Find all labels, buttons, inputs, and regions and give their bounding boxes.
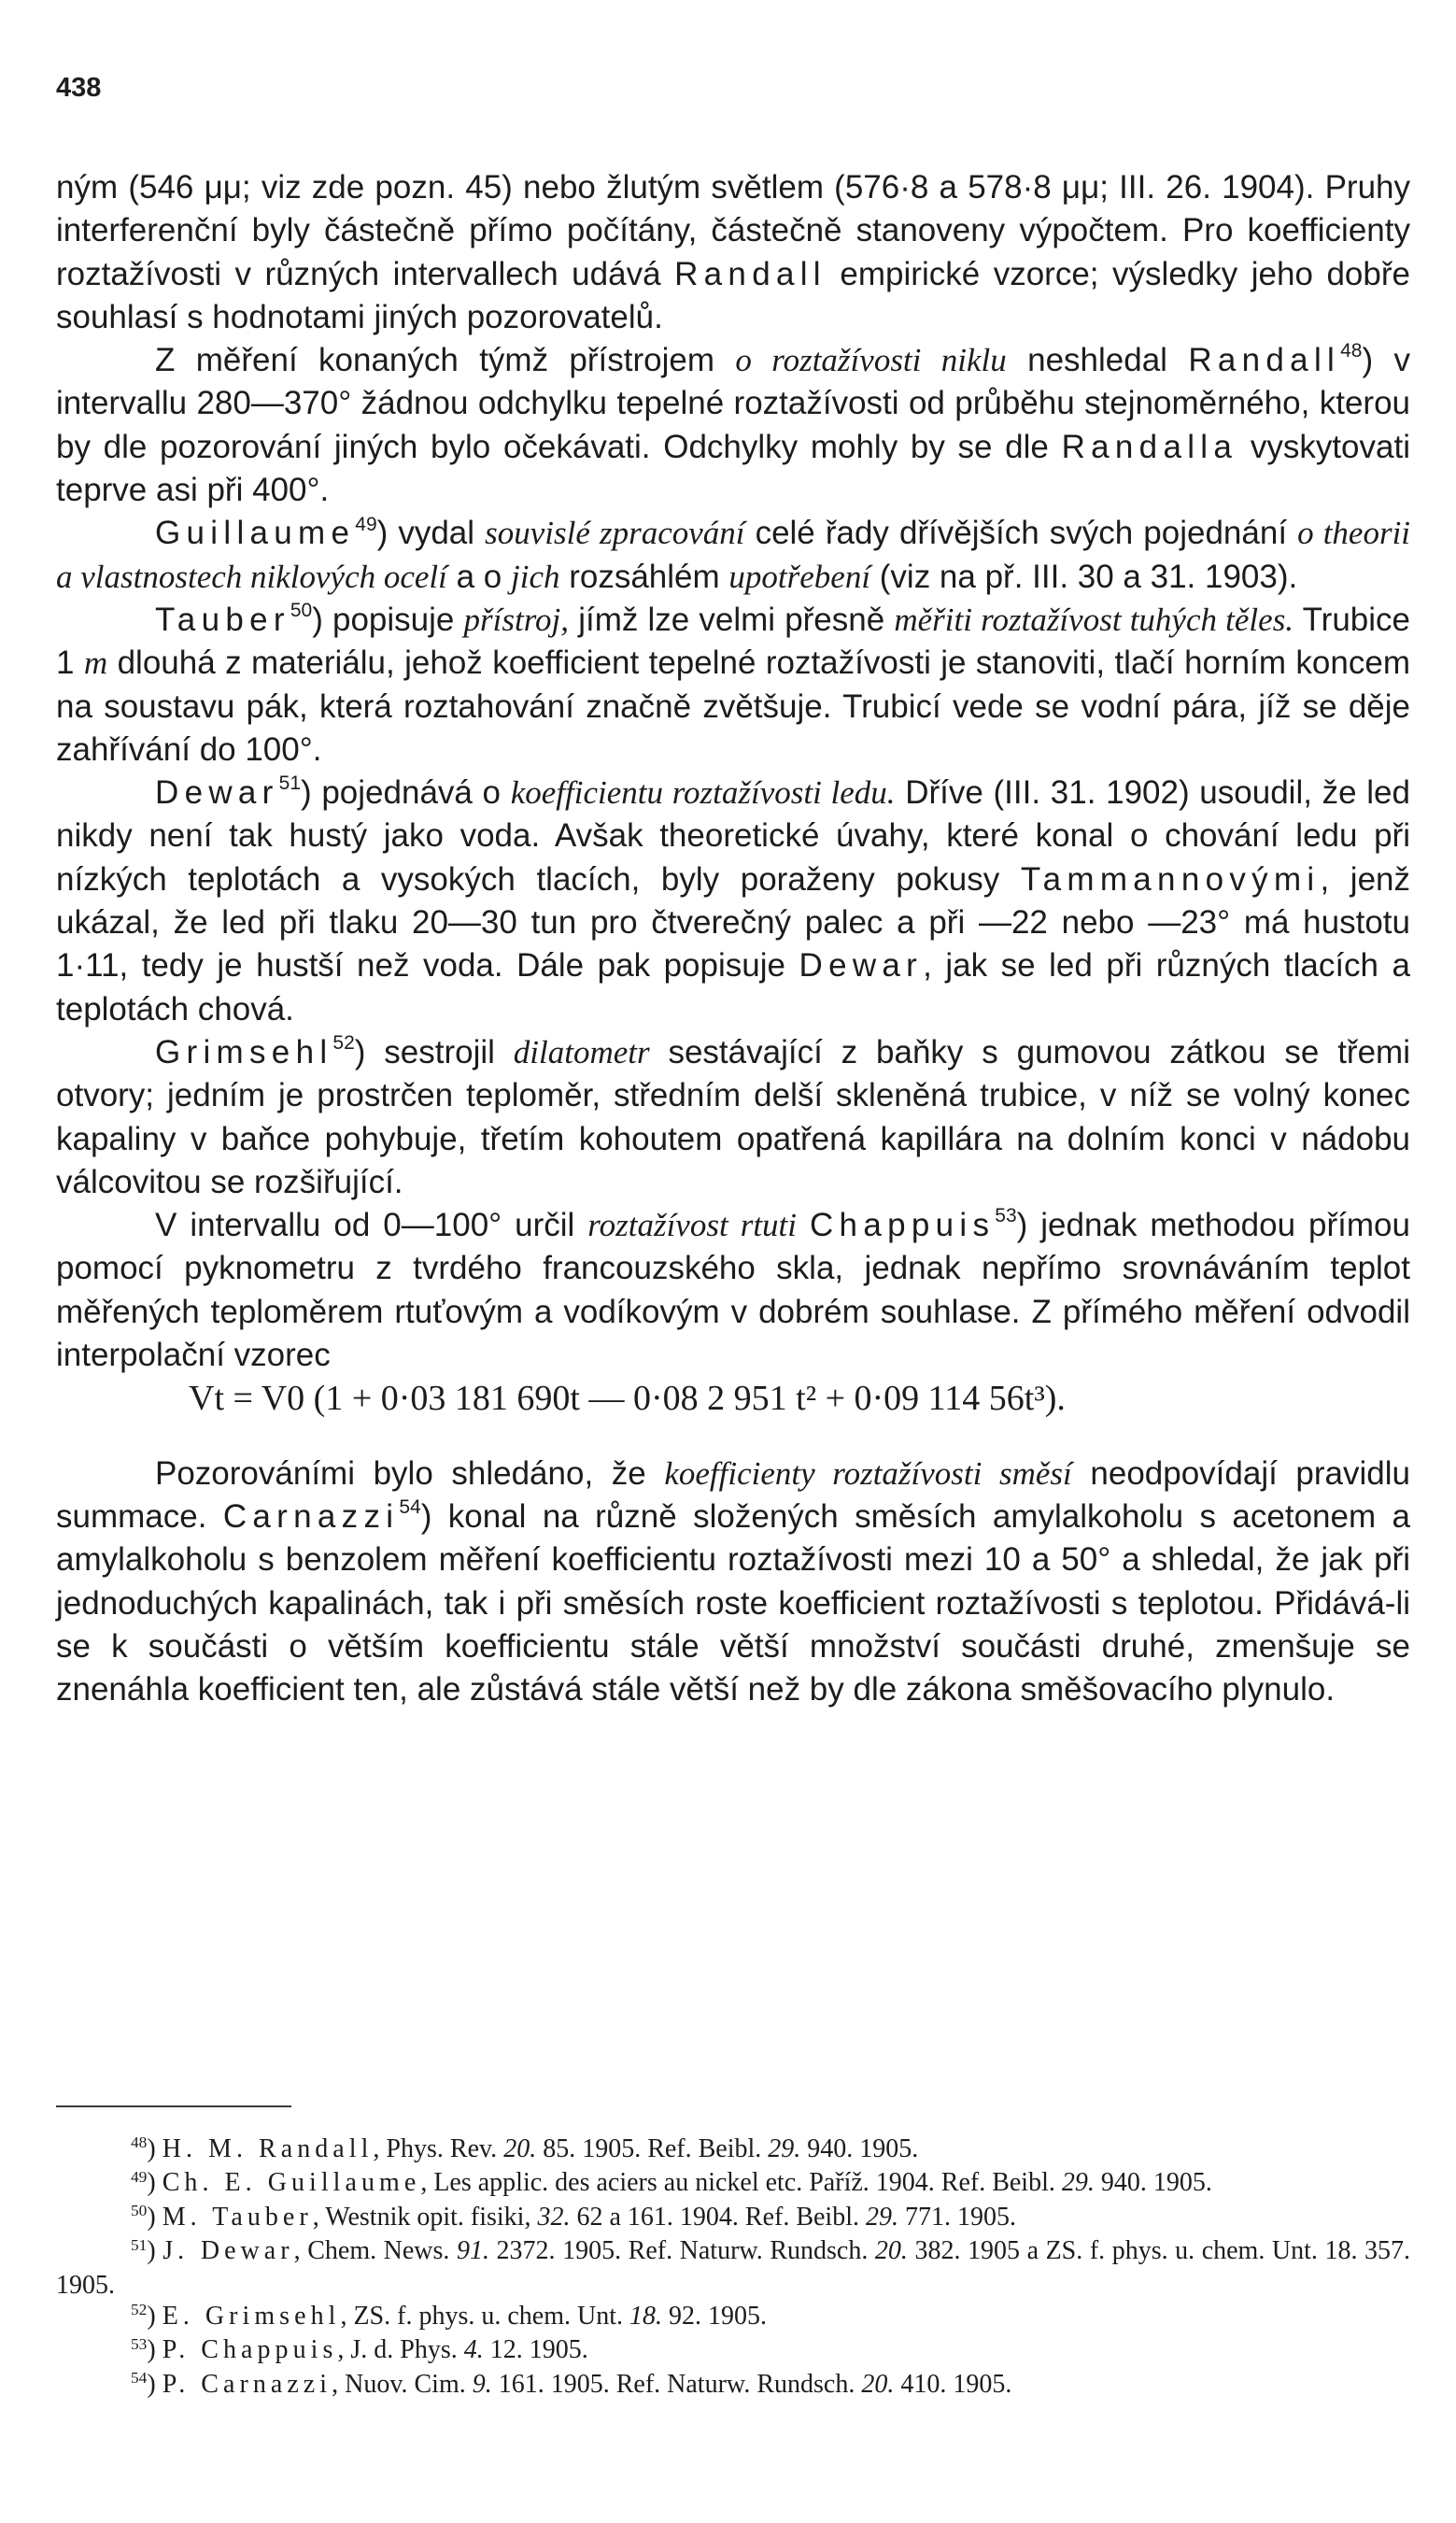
author-name: Grimsehl (155, 1033, 333, 1070)
page-number: 438 (56, 73, 102, 103)
author-name: Randall (1188, 342, 1341, 379)
paragraph-tauber: Tauber$^{50}$) popisuje přístroj, jímž lze velmi přesně měřiti roztažívost tuhých těles. Trubice 1 m dlouhá z materiálu, jehož koefficient tepelné roztažívosti je stanoviti, tlačí horním koncem na soustavu pák, která roztahování značně zvětšuje. Trubicí vede se vodní pára, jíž se děje zahřívání do 100°. (56, 600, 1410, 768)
footnote-separator (56, 2105, 291, 2107)
paragraph-dewar: Dewar$^{51}$) pojednává o koefficientu roztažívosti ledu. Dříve (III. 31. 1902) usoudil, že led nikdy není tak hustý jako voda. Avšak theoretické úvahy, které konal o chování ledu při nízkých teplotách a vysokých tlacích, byly poraženy pokusy Tammannovými, jenž ukázal, že led při tlaku 20—30 tun pro čtverečný palec a při —22 nebo —23° má hustotu 1·11, tedy je hustší než voda. Dále pak popisuje Dewar, jak se led při různých tlacích a teplotách chová. (56, 772, 1411, 1028)
footnote: $^{51}$) J. Dewar, Chem. News. 91. 2372. 1905. Ref. Naturw. Rundsch. 20. 382. 1905 a ZS. f. phys. u. chem. Unt. 18. 357. 1905. (56, 2235, 1411, 2300)
footnote-ref: 50 (290, 600, 313, 622)
footnote-ref: 52 (332, 1032, 355, 1055)
footnote-ref: 54 (399, 1496, 421, 1519)
author-name: Guillaume (155, 515, 356, 552)
footnote: $^{54}$) P. Carnazzi, Nuov. Cim. 9. 161. 1905. Ref. Naturw. Rundsch. 20. 410. 1905. (131, 2369, 1012, 2399)
paragraph-randall-nickel: Z měření konaných týmž přístrojem o roztažívosti niklu neshledal Randall$^{48}$) v intervallu 280—370° žádnou odchylku tepelné roztažívosti od průběhu stejnoměrného, kterou by dle pozorování jiných bylo očekávati. Odchylky mohly by se dle Randalla vyskytovati teprve asi při 400°. (56, 340, 1410, 509)
footnote-ref: 48 (1340, 340, 1363, 362)
footnote: $^{53}$) P. Chappuis, J. d. Phys. 4. 12. 1905. (131, 2334, 588, 2365)
paragraph-guillaume: Guillaume$^{49}$) vydal souvislé zpracování celé řady dřívějších svých pojednání o theorii a vlastnostech niklových ocelí a o jich rozsáhlém upotřebení (viz na př. III. 30 a 31. 1903). (56, 513, 1411, 595)
interpolation-formula: Vt = V0 (1 + 0·03 181 690t — 0·08 2 951 t² + 0·09 114 56t³). (189, 1379, 1066, 1419)
author-name: Chappuis (809, 1207, 996, 1244)
footnote-ref: 49 (355, 513, 377, 535)
footnote-ref: 53 (995, 1205, 1017, 1227)
paragraph-carnazzi: Pozorováními bylo shledáno, že koefficienty roztažívosti směsí neodpovídají pravidlu summace. Carnazzi$^{54}$) konal na různě složených směsích amylalkoholu s acetonem a amylalkoholu s benzolem měření koefficientu roztažívosti mezi 10 a 50° a shledal, že jak při jednoduchých kapalinách, tak i při směsích roste koefficient roztažívosti s teplotou. Přidává-li se k součásti o větším koefficientu stále větší množství součásti druhé, zmenšuje se znenáhla koefficient ten, ale zůstává stále větší než by dle zákona směšovacího plynulo. (56, 1454, 1411, 1708)
paragraph-chappuis: V intervallu od 0—100° určil roztažívost rtuti Chappuis$^{53}$) jednak methodou přímou pomocí pyknometru z tvrdého francouzského skla, jednak nepřímo srovnáváním teplot měřených teploměrem rtuťovým a vodíkovým v dobrém souhlase. Z přímého měření odvodil interpolační vzorec (56, 1205, 1410, 1374)
author-name: Carnazzi (222, 1497, 400, 1535)
footnote: $^{49}$) Ch. E. Guillaume, Les applic. des aciers au nickel etc. Paříž. 1904. Ref. Beibl. 29. 940. 1905. (131, 2167, 1212, 2198)
footnote-ref: 51 (278, 772, 301, 795)
footnotes (56, 2133, 1410, 2403)
author-name: Dewar (155, 774, 279, 812)
author-name: Tauber (155, 601, 290, 638)
author-name: Randall (674, 255, 827, 292)
footnote: $^{52}$) E. Grimsehl, ZS. f. phys. u. chem. Unt. 18. 92. 1905. (131, 2301, 767, 2332)
body-text (56, 166, 1410, 1711)
footnote: $^{50}$) M. Tauber, Westnik opit. fisiki, 32. 62 a 161. 1904. Ref. Beibl. 29. 771. 1905. (131, 2202, 1016, 2232)
footnote: $^{48}$) H. M. Randall, Phys. Rev. 20. 85. 1905. Ref. Beibl. 29. 940. 1905. (131, 2133, 919, 2163)
paragraph-continuation: ným (546 μμ; viz zde pozn. 45) nebo žlutým světlem (576·8 a 578·8 μμ; III. 26. 1904). Pruhy interferenční byly částečně přímo počítány, částečně stanoveny výpočtem. Pro koefficienty roztažívosti v různých intervallech udává Randall empirické vzorce; výsledky jeho dobře souhlasí s hodnotami jiných pozorovatelů. (56, 169, 1410, 335)
page (56, 0, 1410, 2523)
paragraph-grimsehl: Grimsehl$^{52}$) sestrojil dilatometr sestávající z baňky s gumovou zátkou se třemi otvory; jedním je prostrčen teploměr, středním delší skleněná trubice, v níž se volný konec kapaliny v baňce pohybuje, třetím kohoutem opatřená kapillára na dolním konci v nádobu válcovitou se rozšiřující. (56, 1032, 1410, 1200)
